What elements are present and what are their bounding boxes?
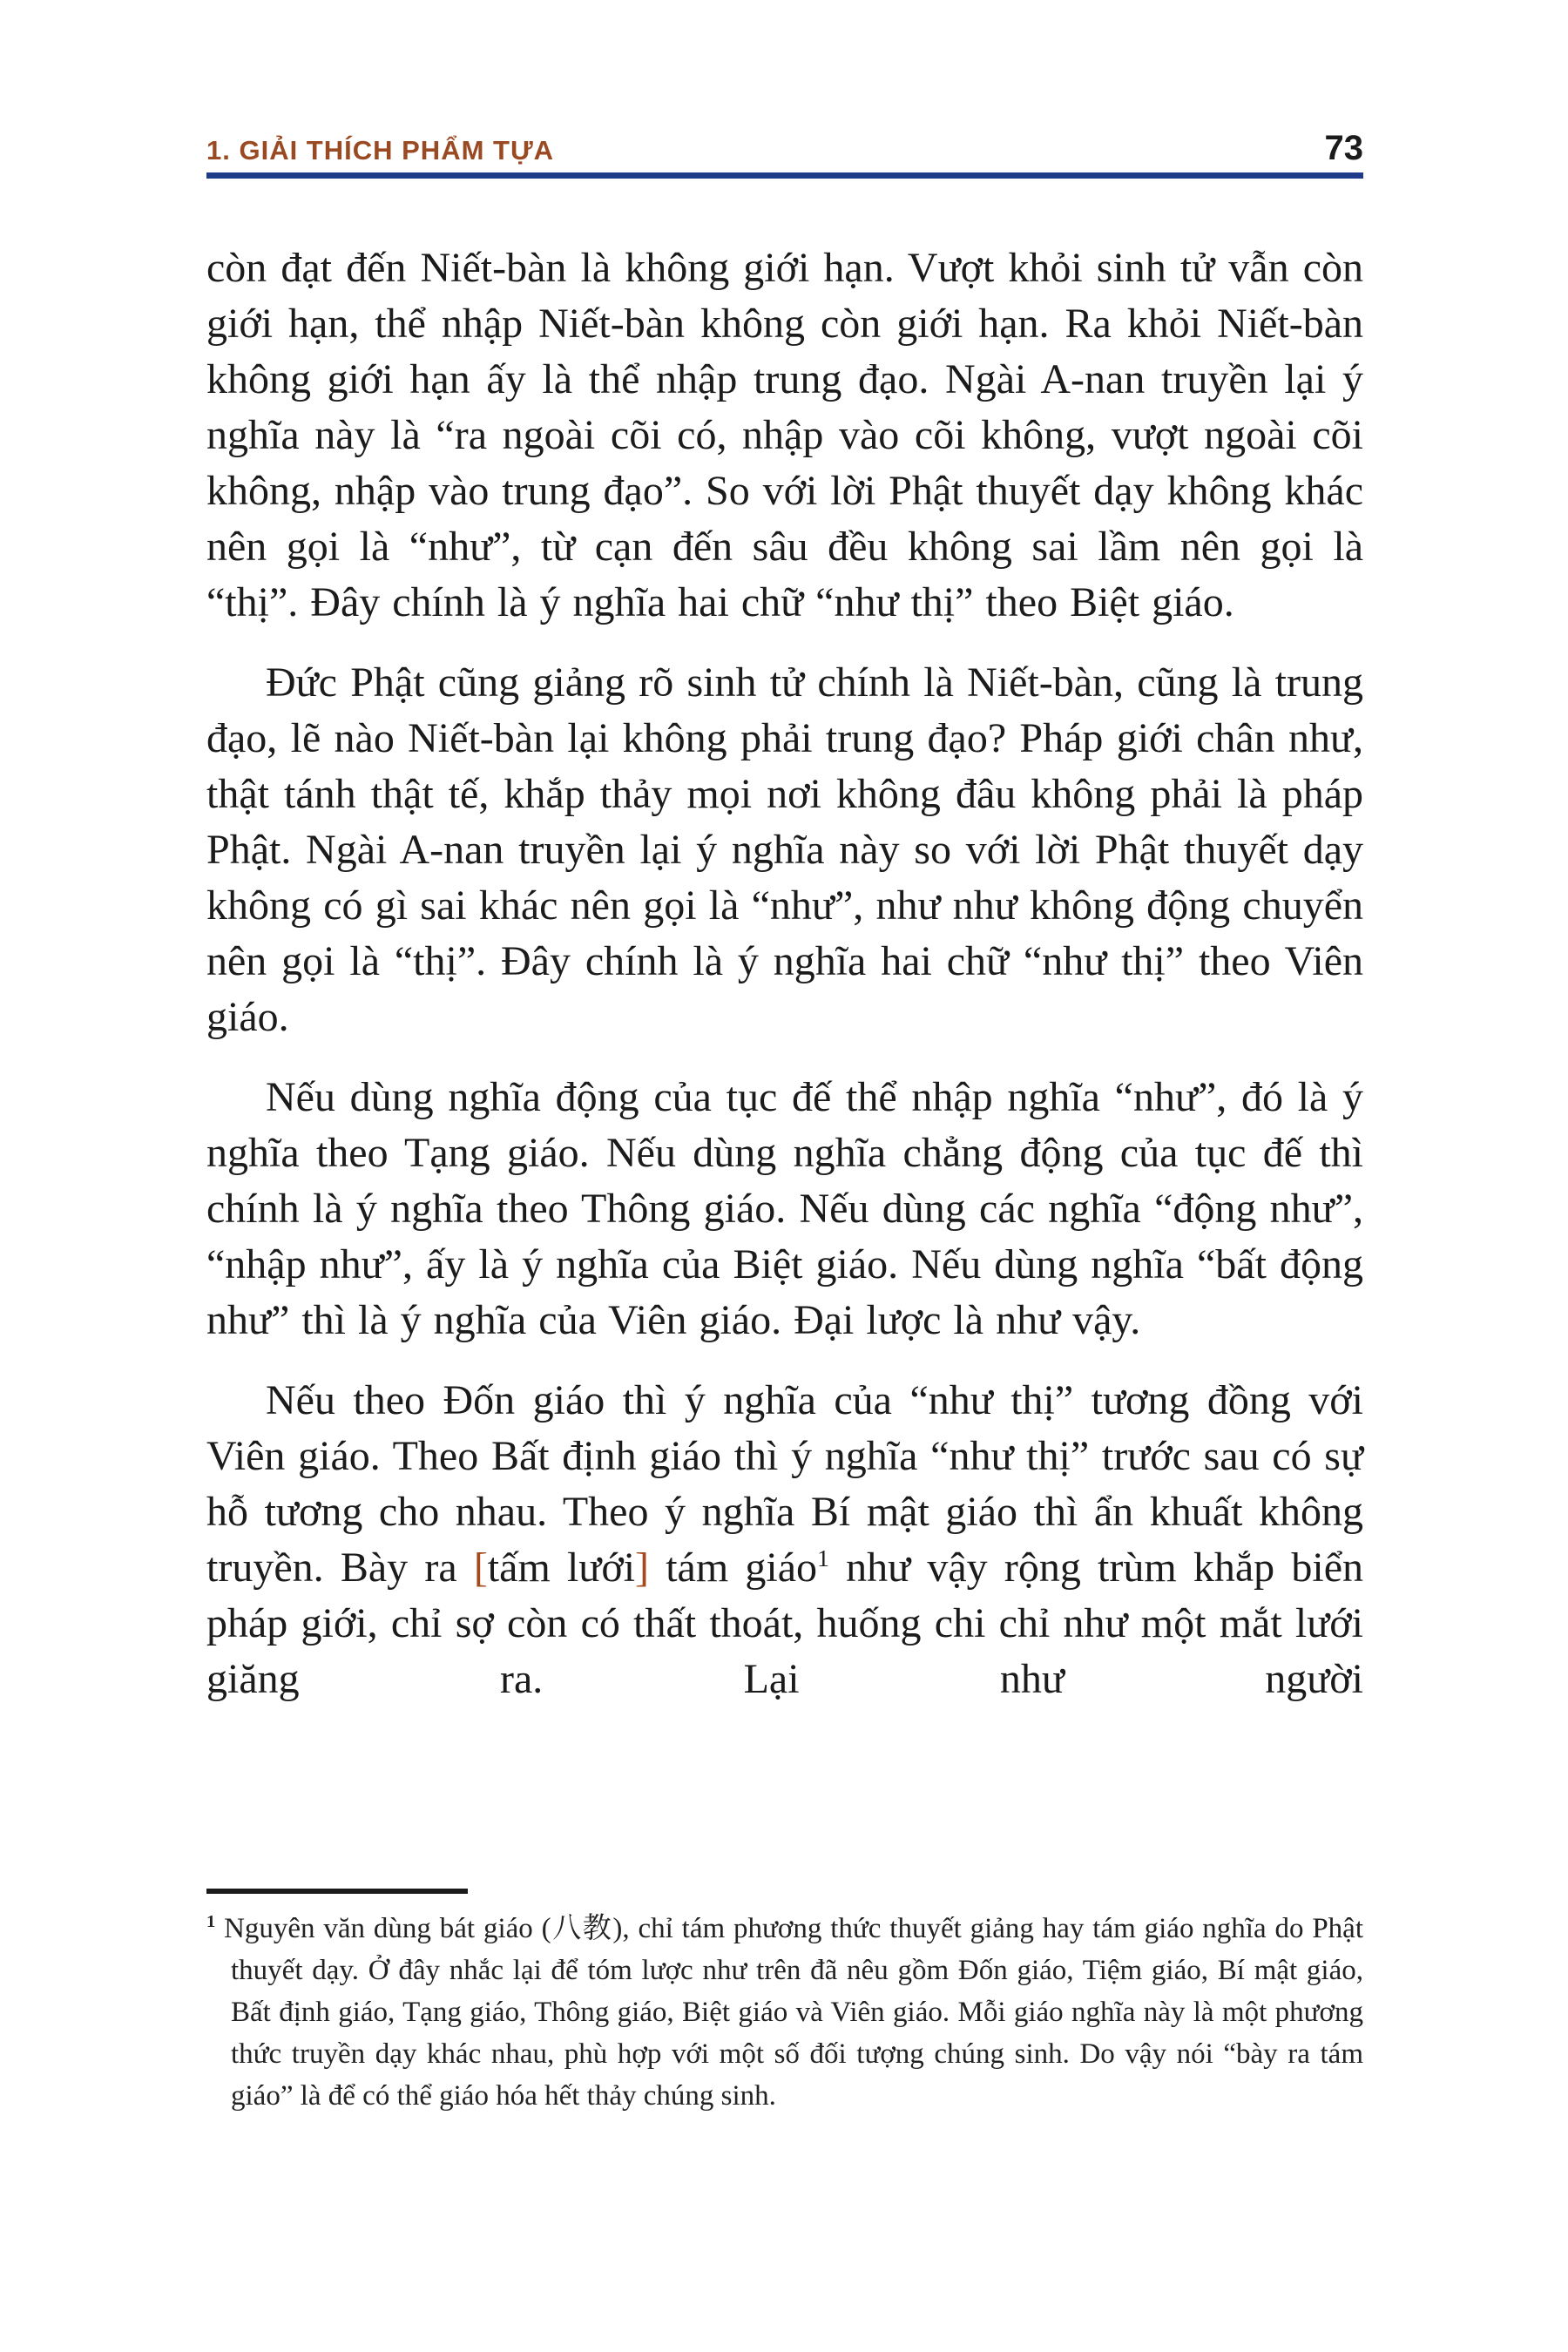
- body-paragraph-2: Đức Phật cũng giảng rõ sinh tử chính là Niết-bàn, cũng là trung đạo, lẽ nào Niết-bàn lại không phải trung đạo? Pháp giới chân như, thật tánh thật tế, khắp thảy mọi nơi không đâu không phải là pháp Phật. Ngài A-nan truyền lại ý nghĩa này so với lời Phật thuyết dạy không có gì sai khác nên gọi là “như”, như như không động chuyển nên gọi là “thị”. Đây chính là ý nghĩa hai chữ “như thị” theo Viên giáo.: [206, 659, 1363, 1040]
- paragraph4-text: Nếu theo Đốn giáo thì ý nghĩa của “như thị” tương đồng với Viên giáo. Theo Bất định giáo thì ý nghĩa “như thị” trước sau có sự hỗ tương cho nhau. Theo ý nghĩa Bí mật giáo thì ẩn khuất không truyền. Bày ra: [206, 1377, 1363, 1591]
- body-paragraph-3: Nếu dùng nghĩa động của tục đế thể nhập nghĩa “như”, đó là ý nghĩa theo Tạng giáo. Nếu dùng nghĩa chẳng động của tục đế thì chính là ý nghĩa theo Thông giáo. Nếu dùng các nghĩa “động như”, “nhập như”, ấy là ý nghĩa của Biệt giáo. Nếu dùng nghĩa “bất động như” thì là ý nghĩa của Viên giáo. Đại lược là như vậy.: [206, 1074, 1363, 1343]
- footnote-reference: 1: [817, 1545, 829, 1572]
- body-paragraph-4: [206, 1373, 1363, 1707]
- bracket-open: [: [473, 1544, 488, 1591]
- footnote-body: Nguyên văn dùng bát giáo (八教), chỉ tám phương thức thuyết giảng hay tám giáo nghĩa do Phật thuyết dạy. Ở đây nhắc lại để tóm lược như trên đã nêu gồm Đốn giáo, Tiệm giáo, Bí mật giáo, Bất định giáo, Tạng giáo, Thông giáo, Biệt giáo và Viên giáo. Mỗi giáo nghĩa này là một phương thức truyền dạy khác nhau, phù hợp với một số đối tượng chúng sinh. Do vậy nói “bày ra tám giáo” là để có thể giáo hóa hết thảy chúng sinh.: [215, 1913, 1363, 2112]
- footnote-marker: 1: [206, 1912, 216, 1931]
- body-paragraph-1: còn đạt đến Niết-bàn là không giới hạn. Vượt khỏi sinh tử vẫn còn giới hạn, thể nhập Niết-bàn không còn giới hạn. Ra khỏi Niết-bàn không giới hạn ấy là thể nhập trung đạo. Ngài A-nan truyền lại ý nghĩa này là “ra ngoài cõi có, nhập vào cõi không, vượt ngoài cõi không, nhập vào trung đạo”. So với lời Phật thuyết dạy không khác nên gọi là “như”, từ cạn đến sâu đều không sai lầm nên gọi là “thị”. Đây chính là ý nghĩa hai chữ “như thị” theo Biệt giáo.: [206, 245, 1363, 625]
- footnote-text: [206, 1908, 1363, 2117]
- page-number: 73: [1324, 129, 1363, 167]
- footnote-block: [206, 1889, 1363, 2117]
- paragraph4-text: như vậy rộng trùm khắp biển pháp giới, chỉ sợ còn có thất thoát, huống chi chỉ như một mắt lưới giăng ra. Lại như người: [206, 1544, 1364, 1702]
- body-text: [206, 240, 1363, 1732]
- bracket-close: ]: [635, 1544, 650, 1591]
- running-header: [206, 129, 1363, 168]
- chapter-title: 1. GIẢI THÍCH PHẨM TỰA: [206, 135, 555, 166]
- header-rule: [206, 172, 1363, 179]
- bracket-inner-text: tấm lưới: [487, 1544, 636, 1591]
- footnote-separator: [206, 1889, 468, 1894]
- paragraph4-text: tám giáo: [649, 1544, 818, 1591]
